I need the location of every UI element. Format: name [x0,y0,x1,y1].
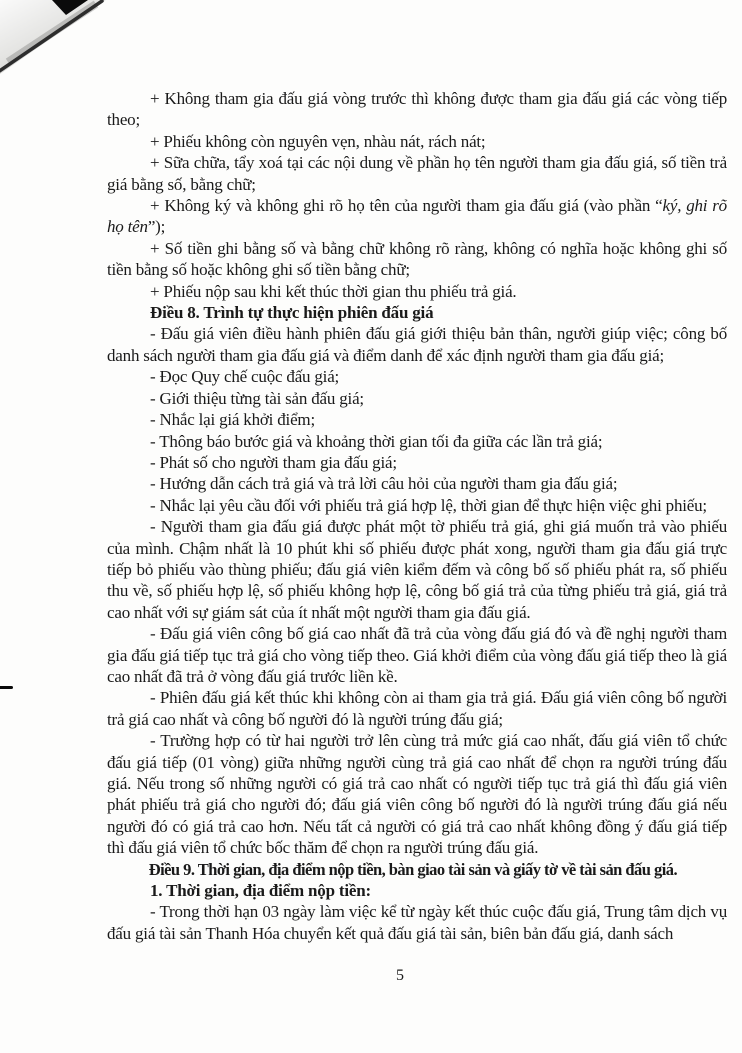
body-paragraph: - Thông báo bước giá và khoảng thời gian tối đa giữa các lần trả giá; [150,431,603,451]
body-paragraph [107,195,727,238]
heading-paragraph: Điều 9. Thời gian, địa điểm nộp tiền, bàn giao tài sản và giấy tờ về tài sản đấu giá. [148,859,678,879]
heading-paragraph: Điều 8. Trình tự thực hiện phiên đấu giá [150,303,434,323]
heading-paragraph: 1. Thời gian, địa điểm nộp tiền: [150,881,371,901]
body-paragraph: - Trong thời hạn 03 ngày làm việc kể từ ngày kết thúc cuộc đấu giá, Trung tâm dịch vụ đấu giá tài sản Thanh Hóa chuyển kết quả đấu giá tài sản, biên bản đấu giá, danh sách [107,902,727,943]
page-fold-artifact [0,0,132,92]
body-paragraph: + Số tiền ghi bằng số và bằng chữ không rõ ràng, không có nghĩa hoặc không ghi số tiền bằng số hoặc không ghi số tiền bằng chữ; [107,238,727,280]
body-paragraph: - Giới thiệu từng tài sản đấu giá; [150,388,364,408]
body-paragraph: - Đấu giá viên điều hành phiên đấu giá giới thiệu bản thân, người giúp việc; công bố danh sách người tham gia đấu giá và điểm danh để xác định người tham gia đấu giá; [107,324,727,365]
body-paragraph: - Nhắc lại yêu cầu đối với phiếu trả giá hợp lệ, thời gian để thực hiện việc ghi phiếu; [150,495,707,515]
text-segment: + Không ký và không ghi rõ họ tên của người tham gia đấu giá (vào phần “ [150,196,663,216]
body-paragraph: + Không tham gia đấu giá vòng trước thì không được tham gia đấu giá các vòng tiếp theo; [107,89,727,130]
body-paragraph: - Nhắc lại giá khởi điểm; [150,410,315,430]
body-paragraph: + Phiếu nộp sau khi kết thúc thời gian thu phiếu trả giá. [150,281,517,301]
page-number: 5 [396,967,404,984]
left-edge-scan-mark [0,686,13,689]
body-paragraph: - Đọc Quy chế cuộc đấu giá; [150,367,340,387]
document-body [107,88,727,944]
body-paragraph: + Phiếu không còn nguyên vẹn, nhàu nát, rách nát; [150,131,486,151]
body-paragraph: - Phiên đấu giá kết thúc khi không còn ai tham gia trả giá. Đấu giá viên công bố người trả giá cao nhất và công bố người đó là người trúng đấu giá; [107,688,727,729]
body-paragraph: - Phát số cho người tham gia đấu giá; [150,452,397,472]
text-segment: ”); [147,217,166,237]
italic-quoted-text: ký, ghi rõ họ tên [107,196,727,237]
body-paragraph: - Trường hợp có từ hai người trở lên cùng trả mức giá cao nhất, đấu giá viên tổ chức đấu giá tiếp (01 vòng) giữa những người cùng trả giá cao nhất để chọn ra người trúng đấu giá. Nếu trong số những người có giá trả cao nhất có người tiếp tục trả giá thì đấu giá viên phát phiếu trả giá cho người đó; đấu giá viên công bố người đó là người trúng đấu giá nếu người đó có giá trả cao hơn. Nếu tất cả người có giá trả cao nhất không đồng ý đấu giá tiếp thì đấu giá viên tổ chức bốc thăm để chọn ra người trúng đấu giá. [107,731,727,858]
body-paragraph: - Hướng dẫn cách trả giá và trả lời câu hỏi của người tham gia đấu giá; [150,474,618,494]
body-paragraph: - Người tham gia đấu giá được phát một tờ phiếu trả giá, ghi giá muốn trả vào phiếu của mình. Chậm nhất là 10 phút khi số phiếu được phát xong, người tham gia đấu giá trực tiếp bỏ phiếu vào thùng phiếu; đấu giá viên kiểm đếm và công bố số phiếu phát ra, số phiếu thu về, số phiếu hợp lệ, số phiếu không hợp lệ, công bố giá trả của từng phiếu trả giá, giá trả cao nhất với sự giám sát của ít nhất một người tham gia đấu giá. [107,517,727,622]
body-paragraph: - Đấu giá viên công bố giá cao nhất đã trả của vòng đấu giá đó và đề nghị người tham gia đấu giá tiếp tục trả giá cho vòng tiếp theo. Giá khởi điểm của vòng đấu giá tiếp theo là giá cao nhất đã trả ở vòng đấu giá trước liền kề. [107,624,727,686]
body-paragraph: + Sữa chữa, tẩy xoá tại các nội dung về phần họ tên người tham gia đấu giá, số tiền trả giá bằng số, bằng chữ; [107,153,727,194]
